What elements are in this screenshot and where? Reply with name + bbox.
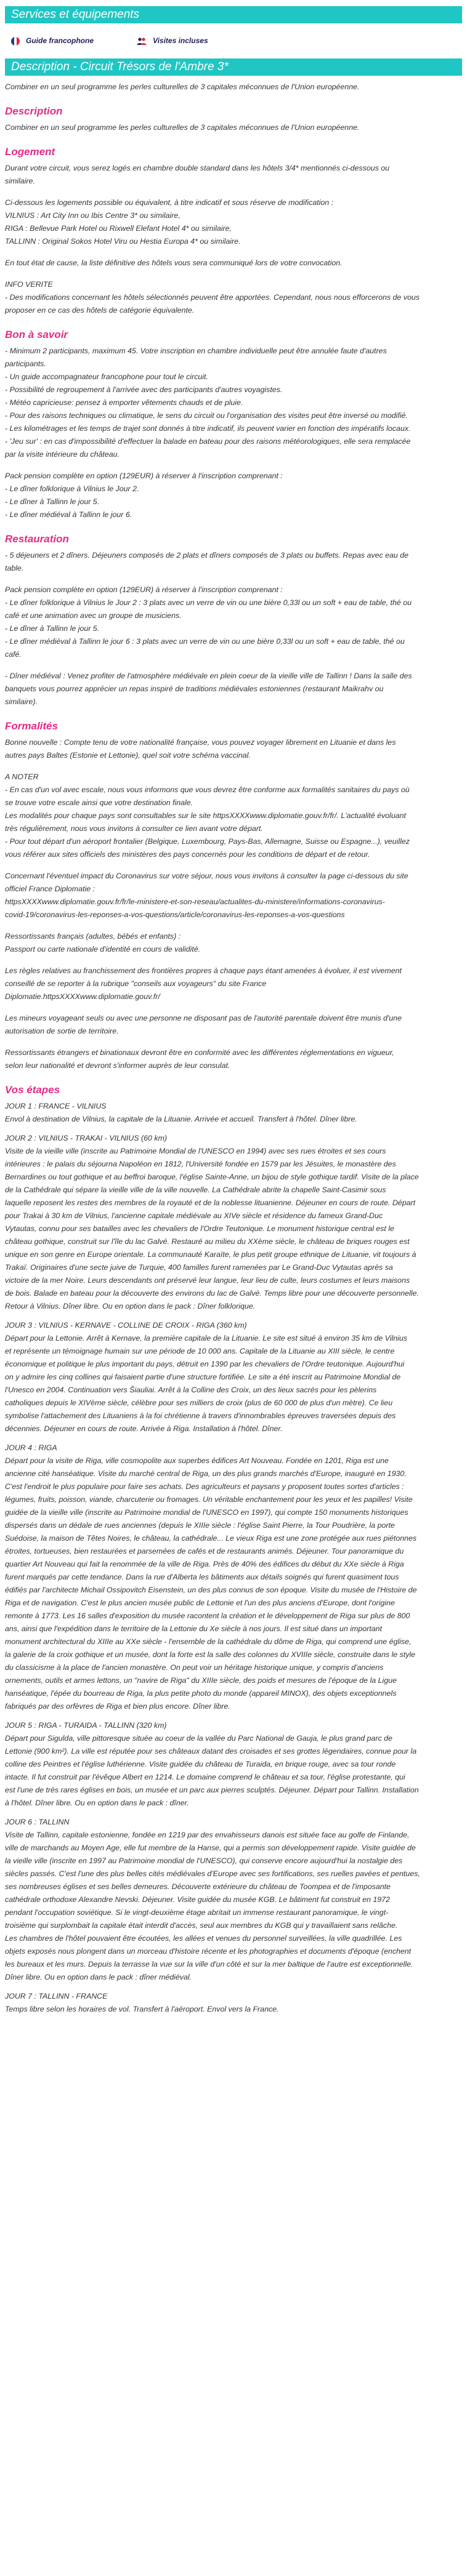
formalites-paragraph-5: Les règles relatives au franchissement des frontières propres à chaque pays étant amenées à évoluer, il est vivement conseillé de se reporter à la rubrique "conseils aux voyageurs" du site France Diplomatie.httpsXXXXwww.diplomatie.gouv.fr/ xyxy=(5,966,402,1001)
day-title: JOUR 2 : VILNIUS - TRAKAI - VILNIUS (60 km) xyxy=(5,1134,168,1142)
day-text: Départ pour la visite de Riga, ville cosmopolite aux superbes édifices Art Nouveau. Fondée en 1201, Riga est une ancienne cité hanséatique. Visite du marché central de Riga, un des plus grands marchés d'Europe, inauguré en 1930. C'est l'endroit le plus populaire pour faire ses achats. Des agriculteurs et paysans y proposent toutes sortes d'articles : légumes, fruits, poisson, viande, charcuterie ou fromages. Un véritable enchantement pour les yeux et les papilles! Visite guidée de la vieille ville (inscrite au Patrimoine mondial de l'UNESCO en 1997), qui compte 150 monuments historiques dispersés dans un dédale de rues anciennes (depuis le XIIIe siècle : l'église Saint Pierre, la Tour Poudrière, la porte Suédoise, la maison de Têtes Noires, le château, la cathédrale... Le vieux Riga est une zone protégée aux rues piétonnes étroites, tortueuses, bien restaurées et parsemées de cafés et de restaurants animés. Déjeuner. Tour panoramique du quartier Art Nouveau qui fait la renommée de la ville de Riga. Près de 40% des édifices du début du XXe siècle à Riga furent marqués par cette tendance. Dans la rue d'Alberta les bâtiments aux détails soignés qui furent quasiment tous édifiés par l'architecte Michail Ossipovitch Eisenstein, un des plus connus de son époque. Visite du musée de l'Histoire de Riga et de navigation. C'est le plus ancien musée public de Lettonie et l'un des plus anciens d'Europe, dont l'origine remonte à 1773. Les 16 salles d'exposition du musée racontent la création et le développement de Riga sur plus de 800 ans, ainsi que l'expédition dans le territoire de la Lettonie du Xe siècle à nos jours. Il est situé dans un important monument architectural du XIIIe au XXe siècle - l'ensemble de la cathédrale du dôme de Riga, qui comprend une église, la galerie de la croix gothique et un musée, dont la forte est la salle des colonnes du XVIIIe siècle, construite dans le style du classicisme à la place de l'ancien monastère. On peut voir un héritage historique unique, y compris d'anciens ornements, outils et armes lettons, un "navire de Riga" du XIIIe siècle, des poids et mesures de l'époque de la Ligue hanséatique, l'épée du bourreau de Riga, la plus petite photo du monde (appareil MINOX), des objets exceptionnels fabriqués par des orfèvres de Riga et bien plus encore. Dîner libre. xyxy=(5,1456,417,1711)
day-title: JOUR 6 : TALLINN xyxy=(5,1818,70,1826)
day-title: JOUR 5 : RIGA - TURAIDA - TALLINN (320 km) xyxy=(5,1721,167,1730)
day-text: Visite de Tallinn, capitale estonienne, fondée en 1219 par des envahisseurs danois est située face au golfe de Finlande, ville de marchands au Moyen Age, elle fut membre de la Hanse, qui a permis son développement rapide. Visite guidée de la vieille ville (inscrite en 1997 au Patrimoine mondial de l'UNESCO), qui conserve encore aujourd'hui la nostalgie des siècles passés. C'est l'une des plus belles cités médiévales d'Europe avec ses fortifications, ses ruelles pavées et pentues, ses nombreuses églises et ses belles demeures. Découverte extérieure du château de Toompea et de l'imposante cathédrale orthodoxe Alexandre Nevski. Déjeuner. Visite guidée du musée KGB. Le bâtiment fut construit en 1972 pendant l'occupation soviétique. Si le vingt-deuxième étage abritait un immense restaurant panoramique, le vingt- troisième qui surplombait la capitale était interdit d'accès, seul aux membres du KGB qui y travaillaient sans relâche. Les chambres de l'hôtel pouvaient être écoutées, les allées et venues du personnel surveillées, la ville quadrillée. Les objets exposés nous plongent dans un morceau d'histoire récente et les photographies et documents d'époque (enchent les bureaux et les murs. Depuis la terrasse la vue sur la ville d'un côté et sur la mer baltique de l'autre est exceptionnelle. Dîner libre. Ou en option dans le pack : dîner médiéval. xyxy=(5,1831,420,1981)
formalites-paragraph-1: Bonne nouvelle : Compte tenu de votre nationalité française, vous pouvez voyager librement en Lituanie et dans les autres pays Baltes (Estonie et Lettonie), quel soit votre schéma vaccinal. xyxy=(5,738,396,760)
day-text: Départ pour la Lettonie. Arrêt à Kernave, la première capitale de la Lituanie. Le site est situé à environ 35 km de Vilnius et représente un témoignage humain sur une période de 10 000 ans. Capitale de la Lituanie au XIII siècle, le centre économique et politique le plus important du pays, détruit en 1390 par les chevaliers de l'Ordre teutonique. Aujourd'hui on y admire les cinq collines qui faisaient partie d'une structure fortifiée. Le site a été inscrit au Patrimoine Mondial de l'Unesco en 2004. Continuation vers Šiauliai. Arrêt à la Colline des Croix, un des lieux sacrés pour les pèlerins catholiques depuis le XIVème siècle, célèbre pour ses milliers de croix (plus de 60 000 de plus d'un mètre). Ce lieu symbolise l'attachement des Lituaniens à la foi chrétienne à travers d'innombrables épreuves traversées depuis des décennies. Déjeuner en cours de route. Arrivée à Riga. Installation à l'hôtel. Dîner. xyxy=(5,1334,407,1433)
bon-savoir-paragraph-2: Pack pension complète en option (129EUR) à réserver à l'inscription comprenant : - Le dîner folklorique à Vilnius le Jour 2. - Le dîner à Tallinn le jour 5. - Le dîner médiéval à Tallinn le jour 6. xyxy=(5,471,283,519)
service-visits-label: Visites incluses xyxy=(153,36,208,45)
services-list xyxy=(5,23,462,58)
formalites-paragraph-3: Concernant l'éventuel impact du Coronavirus sur votre séjour, nous vous invitons à consulter la page ci-dessous du site officiel France Diplomatie : httpsXXXXwww.diplomatie.gouv.fr/fr/le-ministere-et-son-reseau/actualites-du-ministere/informations-coronavirus- covid-19/coronavirus-les-reponses-a-vos-questions/article/coronavirus-les-reponses-a-vos-questions xyxy=(5,872,408,919)
day-item xyxy=(5,1100,462,1126)
day-title: JOUR 4 : RIGA xyxy=(5,1443,57,1452)
service-guide-label: Guide francophone xyxy=(26,36,94,45)
bon-savoir-paragraph-1: - Minimum 2 participants, maximum 45. Votre inscription en chambre individuelle peut être annulée faute d'autres participants. - Un guide accompagnateur francophone pour tout le circuit. - Possibilité de regroupement à l'arrivée avec des participants d'autres voyagistes. - Météo capricieuse: pensez à emporter vêtements chauds et de pluie. - Pour des raisons techniques ou climatique, le sens du circuit ou l'organisation des visites peut être inversé ou modifié. - Les kilométrages et les temps de trajet sont donnés à titre indicatif, ils peuvent varier en fonction des impératifs locaux. - 'Jeu sur' : en cas d'impossibilité d'effectuer la balade en bateau pour des raisons météorologiques, elle sera remplacée par la visite intérieure du château. xyxy=(5,347,411,459)
day-item xyxy=(5,1319,462,1435)
restauration-paragraph-1: - 5 déjeuners et 2 dîners. Déjeuners composés de 2 plats et dîners composés de 3 plats ou buffets. Repas avec eau de table. xyxy=(5,551,409,572)
description-intro: Combiner en un seul programme les perles culturelles de 3 capitales méconnues de l'Union européenne. xyxy=(5,82,360,91)
day-text: Temps libre selon les horaires de vol. Transfert à l'aéroport. Envol vers la France. xyxy=(5,2005,279,2013)
restauration-paragraph-3: - Dîner médiéval : Venez profiter de l'atmosphère médiévale en plein coeur de la vieille ville de Tallinn ! Dans la salle des banquets vous pourrez apprécier un repas inspiré de traditions médiévales estoniennes (restaurant Maikrahv ou similaire). xyxy=(5,672,412,706)
day-text: Visite de la vieille ville (inscrite au Patrimoine Mondial de l'UNESCO en 1994) avec ses rues étroites et ses cours intérieures : le palais du séjourna Napoléon en 1812, l'Université fondée en 1579 par les Jésuites, le monastère des Bernardines ou tout gothique et au beffroi baroque, l'église Sainte-Anne, un bijou de style gothique tardif. Visite de la place de la Cathédrale qui sépare la vieille ville de la ville nouvelle. La Cathédrale abrite la chapelle Saint-Casimir sous laquelle reposent les restes des membres de la royauté et de la noblesse lituanienne. Déjeuner en cours de route. Départ pour Trakai à 30 km de Vilnius, l'ancienne capitale médiévale au XIVe siècle et résidence du fameux Grand-Duc Vytautas, connu pour ses batailles avec les chevaliers de l'Ordre Teutonique. Le monument historique central est le château gothique, construit sur l'île du lac Galvé. Restauré au milieu du XXème siècle, le château de briques rouges est unique en son genre en Europe orientale. La communauté Karaïte, le plus petit groupe ethnique de Lituanie, vit toujours à Trakaï. Originaires d'une secte juive de Turquie, 400 familles furent ramenées par Le Grand-Duc Vytautas après sa victoire de la mer Noire. Leurs descendants ont préservé leur langue, leur lieu de culte, leurs costumes et leurs maisons de bois. Balade en bateau pour la découverte des environs du lac de Galvé. Temps libre pour une découverte personnelle. Retour à Vilnius. Dîner libre. Ou en option dans le pack : Dîner folklorique. xyxy=(5,1147,419,1310)
formalites-paragraph-6: Les mineurs voyageant seuls ou avec une personne ne disposant pas de l'autorité parentale doivent être munis d'une autorisation de sortie de territoire. xyxy=(5,1014,402,1035)
description-text: Combiner en un seul programme les perles culturelles de 3 capitales méconnues de l'Union européenne. xyxy=(5,123,360,132)
day-item xyxy=(5,1816,462,1984)
day-text: Départ pour Sigulda, ville pittoresque située au coeur de la vallée du Parc National de Gauja, le plus grand parc de Lettonie (900 km²). La ville est réputée pour ses châteaux datant des croisades et ses grottes légendaires, connue pour la colline des Peintres et l'église luthérienne. Visite guidée du château de Turaida, en brique rouge, avec sa tour ronde intacte. Il fut construit par l'évêque Albert en 1214. Le domaine comprend le château et sa tour, l'église protestante, qui est l'une de très rares églises en bois, un musée et un parc aux pierres sculptés. Déjeuner. Départ pour Tallinn. Installation à l'hôtel. Dîner libre. Ou en option dans le pack : dîner. xyxy=(5,1734,419,1807)
logement-paragraph-1: Durant votre circuit, vous serez logés en chambre double standard dans les hôtels 3/4* mentionnés ci-dessous ou similaire. xyxy=(5,164,390,185)
formalites-paragraph-7: Ressortissants étrangers et binationaux devront être en conformité avec les différentes réglementations en vigueur, selon leur nationalité et devront s'informer auprès de leur consulat. xyxy=(5,1048,394,1070)
logement-title: Logement xyxy=(5,146,55,158)
formalites-title: Formalités xyxy=(5,720,58,732)
logement-paragraph-3: En tout état de cause, la liste définitive des hôtels vous sera communiqué lors de votre convocation. xyxy=(5,259,343,267)
logement-paragraph-2: Ci-dessous les logements possible ou équivalent, à titre indicatif et sous réserve de modification : VILNIUS : Art City Inn ou Ibis Centre 3* ou similaire, RIGA : Bellevue Park Hotel ou Rixwell Elefant Hotel 4* ou similaire, TALLINN : Original Sokos Hotel Viru ou Hestia Europa 4* ou similaire. xyxy=(5,198,334,246)
etapes-list xyxy=(5,1100,462,2016)
day-title: JOUR 1 : FRANCE - VILNIUS xyxy=(5,1102,107,1110)
day-item xyxy=(5,1132,462,1313)
formalites-paragraph-2: A NOTER - En cas d'un vol avec escale, nous vous informons que vous devrez être conforme aux formalités sanitaires du pays où se trouve votre escale ainsi que votre destination finale. Les modalités pour chaque pays sont consultables sur le site httpsXXXXwww.diplomatie.gouv.fr/fr/. L'actualité évoluant très régulièrement, nous vous invitons à consulter ce lien avant votre départ. - Pour tout départ d'un aéroport frontalier (Belgique, Luxembourg, Pays-Bas, Allemagne, Suisse ou Espagne...), veuillez vous référer aux sites officiels des ministères des pays concernés pour les conditions de départ et de retour. xyxy=(5,772,410,859)
day-item xyxy=(5,1719,462,1810)
description-title: Description xyxy=(5,105,63,117)
logement-paragraph-4: INFO VERITE - Des modifications concernant les hôtels sélectionnés peuvent être apportées. Cependant, nous nous efforcerons de vous proposer en ce cas des hôtels de catégorie équivalente. xyxy=(5,280,420,315)
day-title: JOUR 3 : VILNIUS - KERNAVE - COLLINE DE CROIX - RIGA (360 km) xyxy=(5,1321,247,1330)
day-item xyxy=(5,1990,462,2016)
french-flag-icon xyxy=(11,37,20,46)
day-item xyxy=(5,1442,462,1713)
service-guide xyxy=(11,34,94,47)
day-text: Envol à destination de Vilnius, la capitale de la Lituanie. Arrivée et accueil. Transfert à l'hôtel. Dîner libre. xyxy=(5,1115,357,1123)
restauration-paragraph-2: Pack pension complète en option (129EUR) à réserver à l'inscription comprenant : - Le dîner folklorique à Vilnius le Jour 2 : 3 plats avec un verre de vin ou une bière 0,33l ou un soft + eau de table, thé ou café et une animation avec un groupe de musiciens. - Le dîner à Tallinn le jour 5. - Le dîner médiéval à Tallinn le jour 6 : 3 plats avec un verre de vin ou une bière 0,33l ou un soft + eau de table, thé ou café. xyxy=(5,585,412,659)
group-icon xyxy=(137,37,147,46)
bon-savoir-title: Bon à savoir xyxy=(5,329,68,340)
services-banner: Services et équipements xyxy=(5,6,462,23)
etapes-title: Vos étapes xyxy=(5,1084,60,1096)
day-title: JOUR 7 : TALLINN - FRANCE xyxy=(5,1992,108,2000)
restauration-title: Restauration xyxy=(5,533,69,545)
service-visits xyxy=(137,34,208,47)
formalites-paragraph-4: Ressortissants français (adultes, bébés et enfants) : Passport ou carte nationale d'identité en cours de validité. xyxy=(5,932,201,953)
description-banner: Description - Circuit Trésors de l'Ambre 3* xyxy=(5,58,462,76)
